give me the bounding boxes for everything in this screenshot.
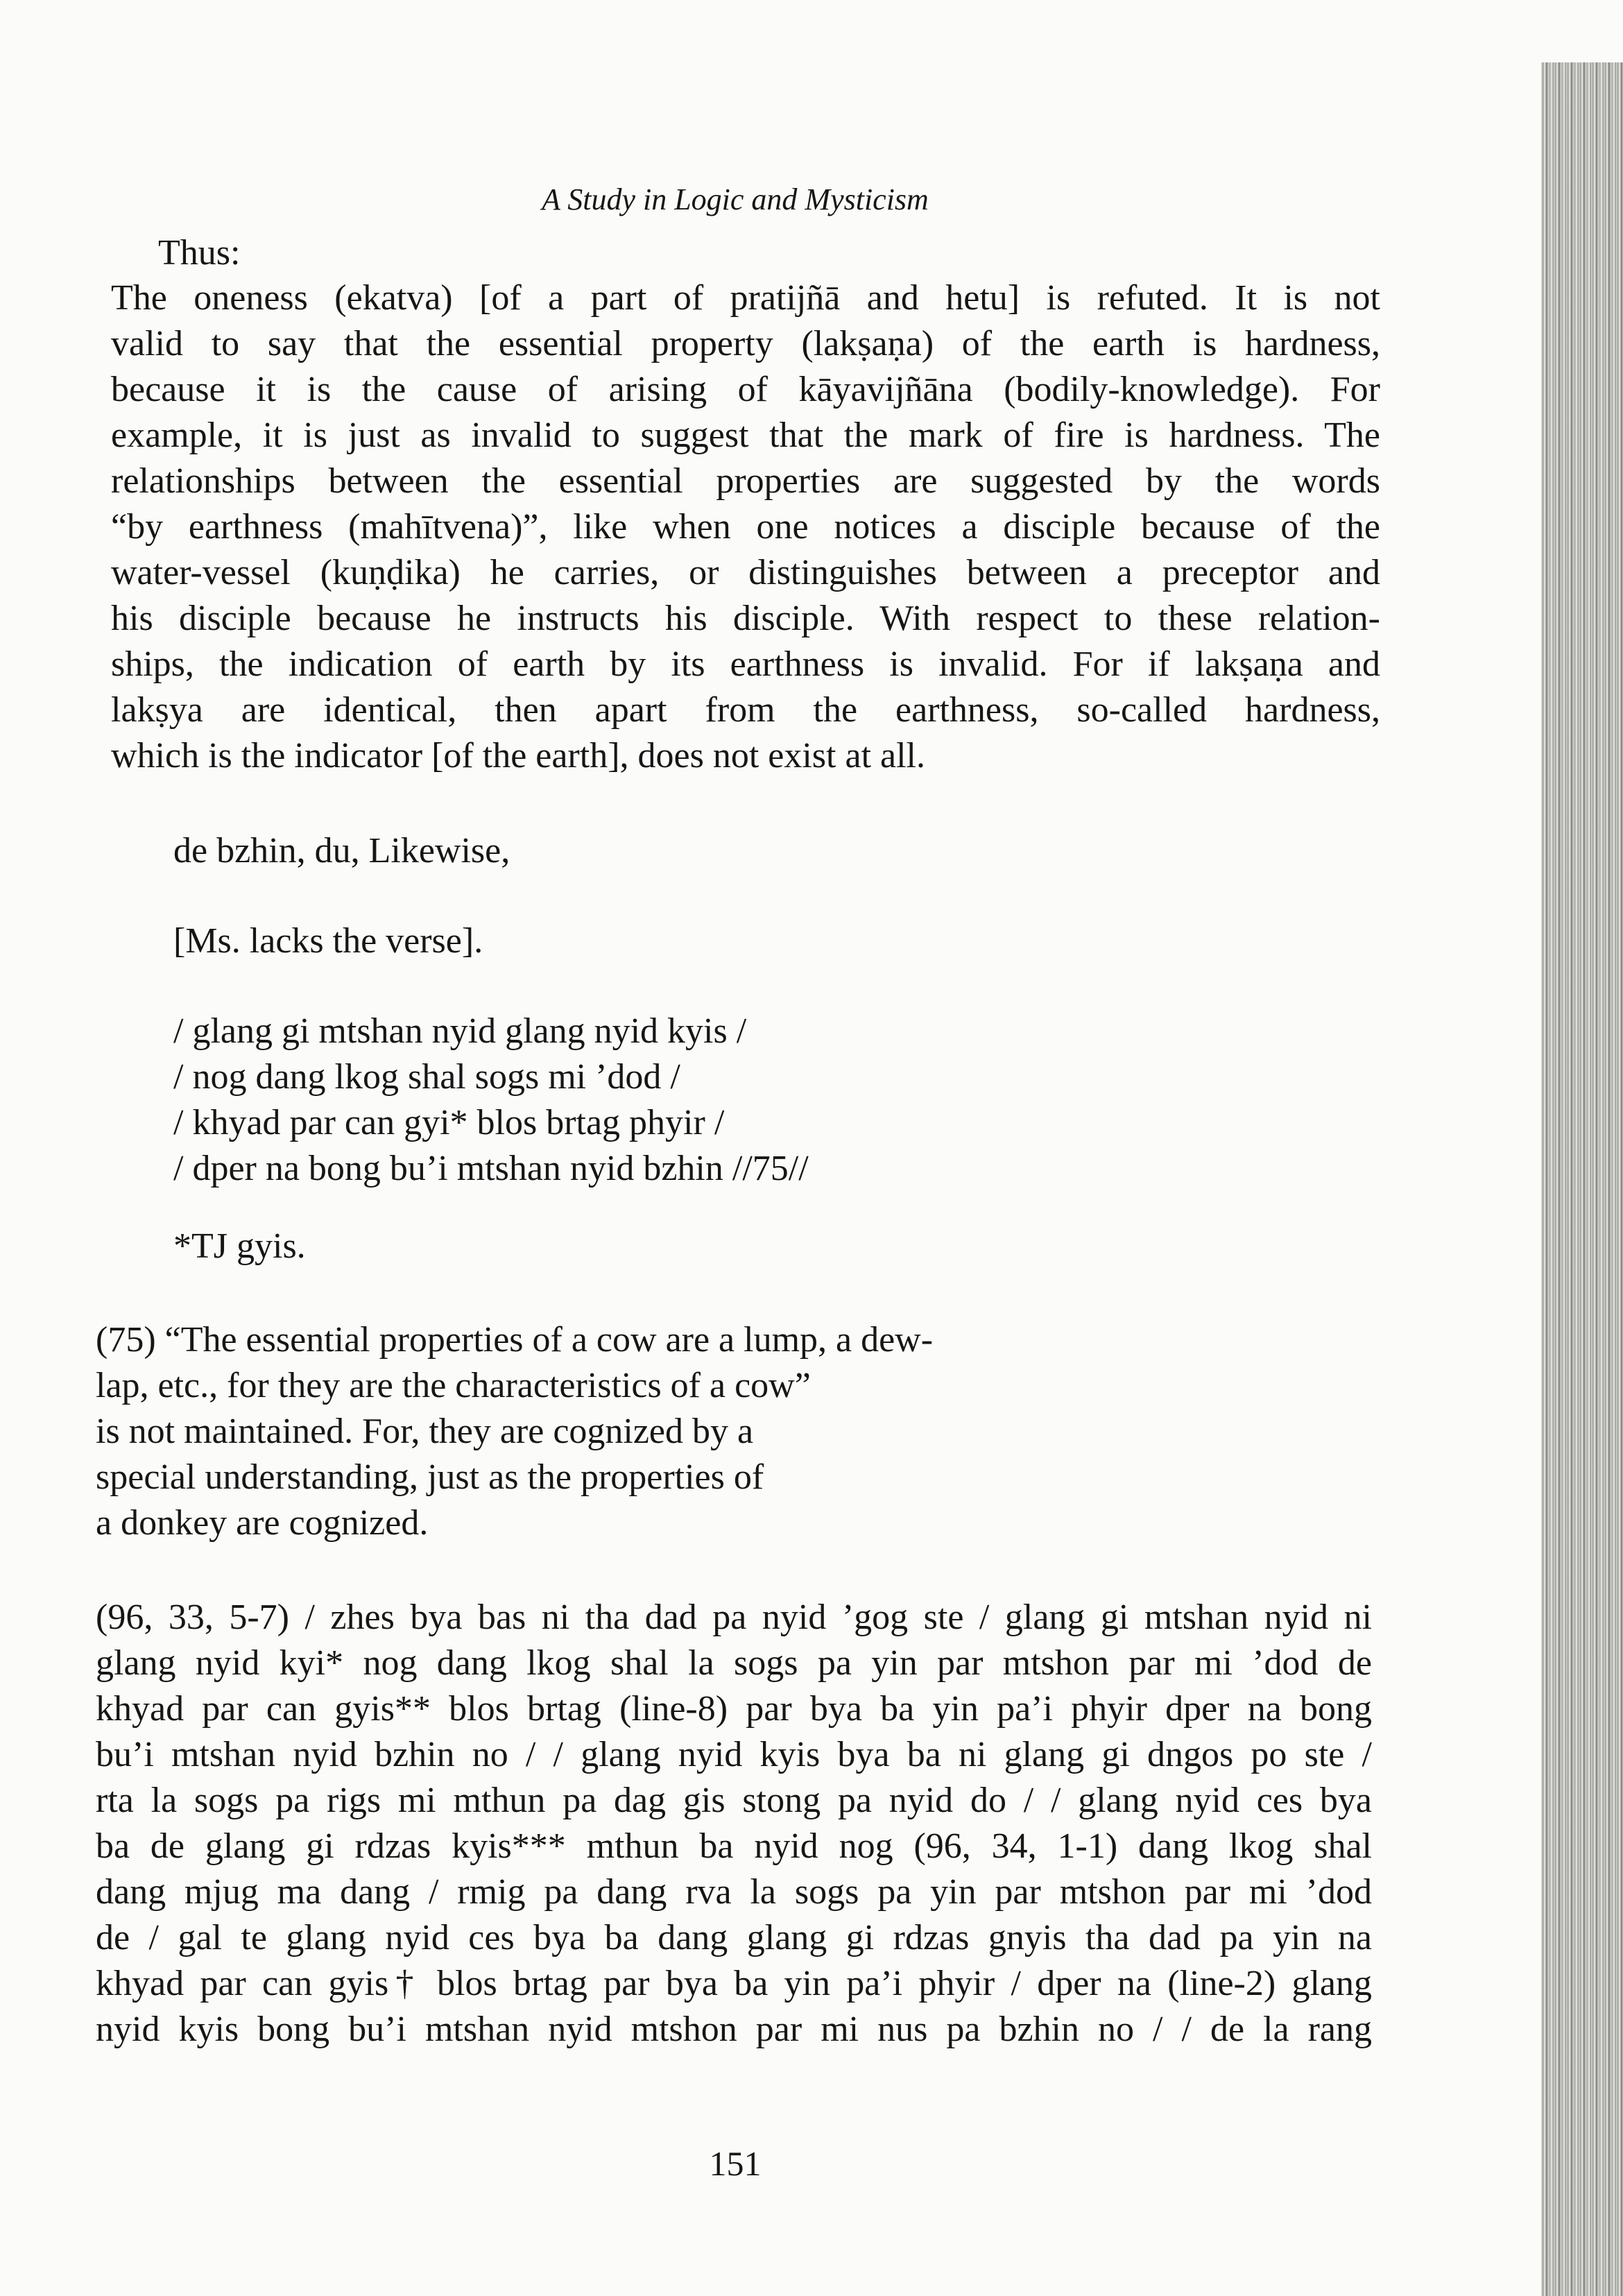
tibetan-line: nyid kyis bong bu’i mtshan nyid mtshon par mi nus pa bzhin no / / de la rang (96, 2010, 1372, 2049)
translation-line: a donkey are cognized. (96, 1503, 429, 1543)
running-header: A Study in Logic and Mysticism (542, 182, 929, 216)
tibetan-line: dang mjug ma dang / rmig pa dang rva la sogs pa yin par mtshon par mi ’dod (96, 1872, 1372, 1912)
translation-line: is not maintained. For, they are cognized by a (96, 1412, 754, 1451)
translation-line: special understanding, just as the properties of (96, 1457, 764, 1497)
verse-line: / glang gi mtshan nyid glang nyid kyis / (173, 1011, 747, 1051)
page-number: 151 (709, 2144, 762, 2183)
likewise-text: de bzhin, du, Likewise, (173, 831, 510, 871)
tibetan-line: khyad par can gyis† blos brtag par bya ba yin pa’i phyir / dper na (line-2) glang (96, 1964, 1372, 2003)
text-line: his disciple because he instructs his disciple. With respect to these relation- (111, 599, 1380, 638)
tibetan-line: de / gal te glang nyid ces bya ba dang glang gi rdzas gnyis tha dad pa yin na (96, 1918, 1372, 1957)
tibetan-line: rta la sogs pa rigs mi mthun pa dag gis stong pa nyid do / / glang nyid ces bya (96, 1781, 1372, 1820)
translation-line: (75) “The essential properties of a cow are a lump, a dew- (96, 1320, 934, 1360)
text-line: lakṣya are identical, then apart from the earthness, so-called hardness, (111, 690, 1380, 730)
verse-line: / khyad par can gyi* blos brtag phyir / (173, 1103, 725, 1142)
text-line: ships, the indication of earth by its earthness is invalid. For if lakṣaṇa and (111, 644, 1380, 684)
thus-label: Thus: (158, 233, 241, 273)
tibetan-line: ba de glang gi rdzas kyis*** mthun ba nyid nog (96, 34, 1-1) dang lkog shal (96, 1826, 1372, 1866)
text-line: relationships between the essential properties are suggested by the words (111, 461, 1380, 501)
verse-line: / dper na bong bu’i mtshan nyid bzhin //75// (173, 1149, 809, 1188)
tibetan-line: (96, 33, 5-7) / zhes bya bas ni tha dad pa nyid ’gog ste / glang gi mtshan nyid ni (96, 1597, 1372, 1637)
verse-line: / nog dang lkog shal sogs mi ’dod / (173, 1057, 680, 1097)
tibetan-line: glang nyid kyi* nog dang lkog shal la sogs pa yin par mtshon par mi ’dod de (96, 1643, 1372, 1683)
text-line: The oneness (ekatva) [of a part of pratijñā and hetu] is refuted. It is not (111, 278, 1380, 318)
translation-line: lap, etc., for they are the characteristics of a cow” (96, 1366, 811, 1405)
binding-gutter (1541, 62, 1623, 2296)
text-line: valid to say that the essential property (lakṣaṇa) of the earth is hardness, (111, 324, 1380, 363)
text-line: which is the indicator [of the earth], does not exist at all. (111, 736, 925, 776)
text-line: example, it is just as invalid to suggest that the mark of fire is hardness. The (111, 415, 1380, 455)
ms-note-text: [Ms. lacks the verse]. (173, 921, 483, 961)
text-line: because it is the cause of arising of kāyavijñāna (bodily-knowledge). For (111, 370, 1380, 409)
tibetan-line: khyad par can gyis** blos brtag (line-8) par bya ba yin pa’i phyir dper na bong (96, 1689, 1372, 1729)
footnote-text: *TJ gyis. (173, 1226, 306, 1266)
text-line: water-vessel (kuṇḍika) he carries, or distinguishes between a preceptor and (111, 553, 1380, 592)
tibetan-line: bu’i mtshan nyid bzhin no / / glang nyid kyis bya ba ni glang gi dngos po ste / (96, 1735, 1372, 1774)
text-line: “by earthness (mahītvena)”, like when one notices a disciple because of the (111, 507, 1380, 547)
